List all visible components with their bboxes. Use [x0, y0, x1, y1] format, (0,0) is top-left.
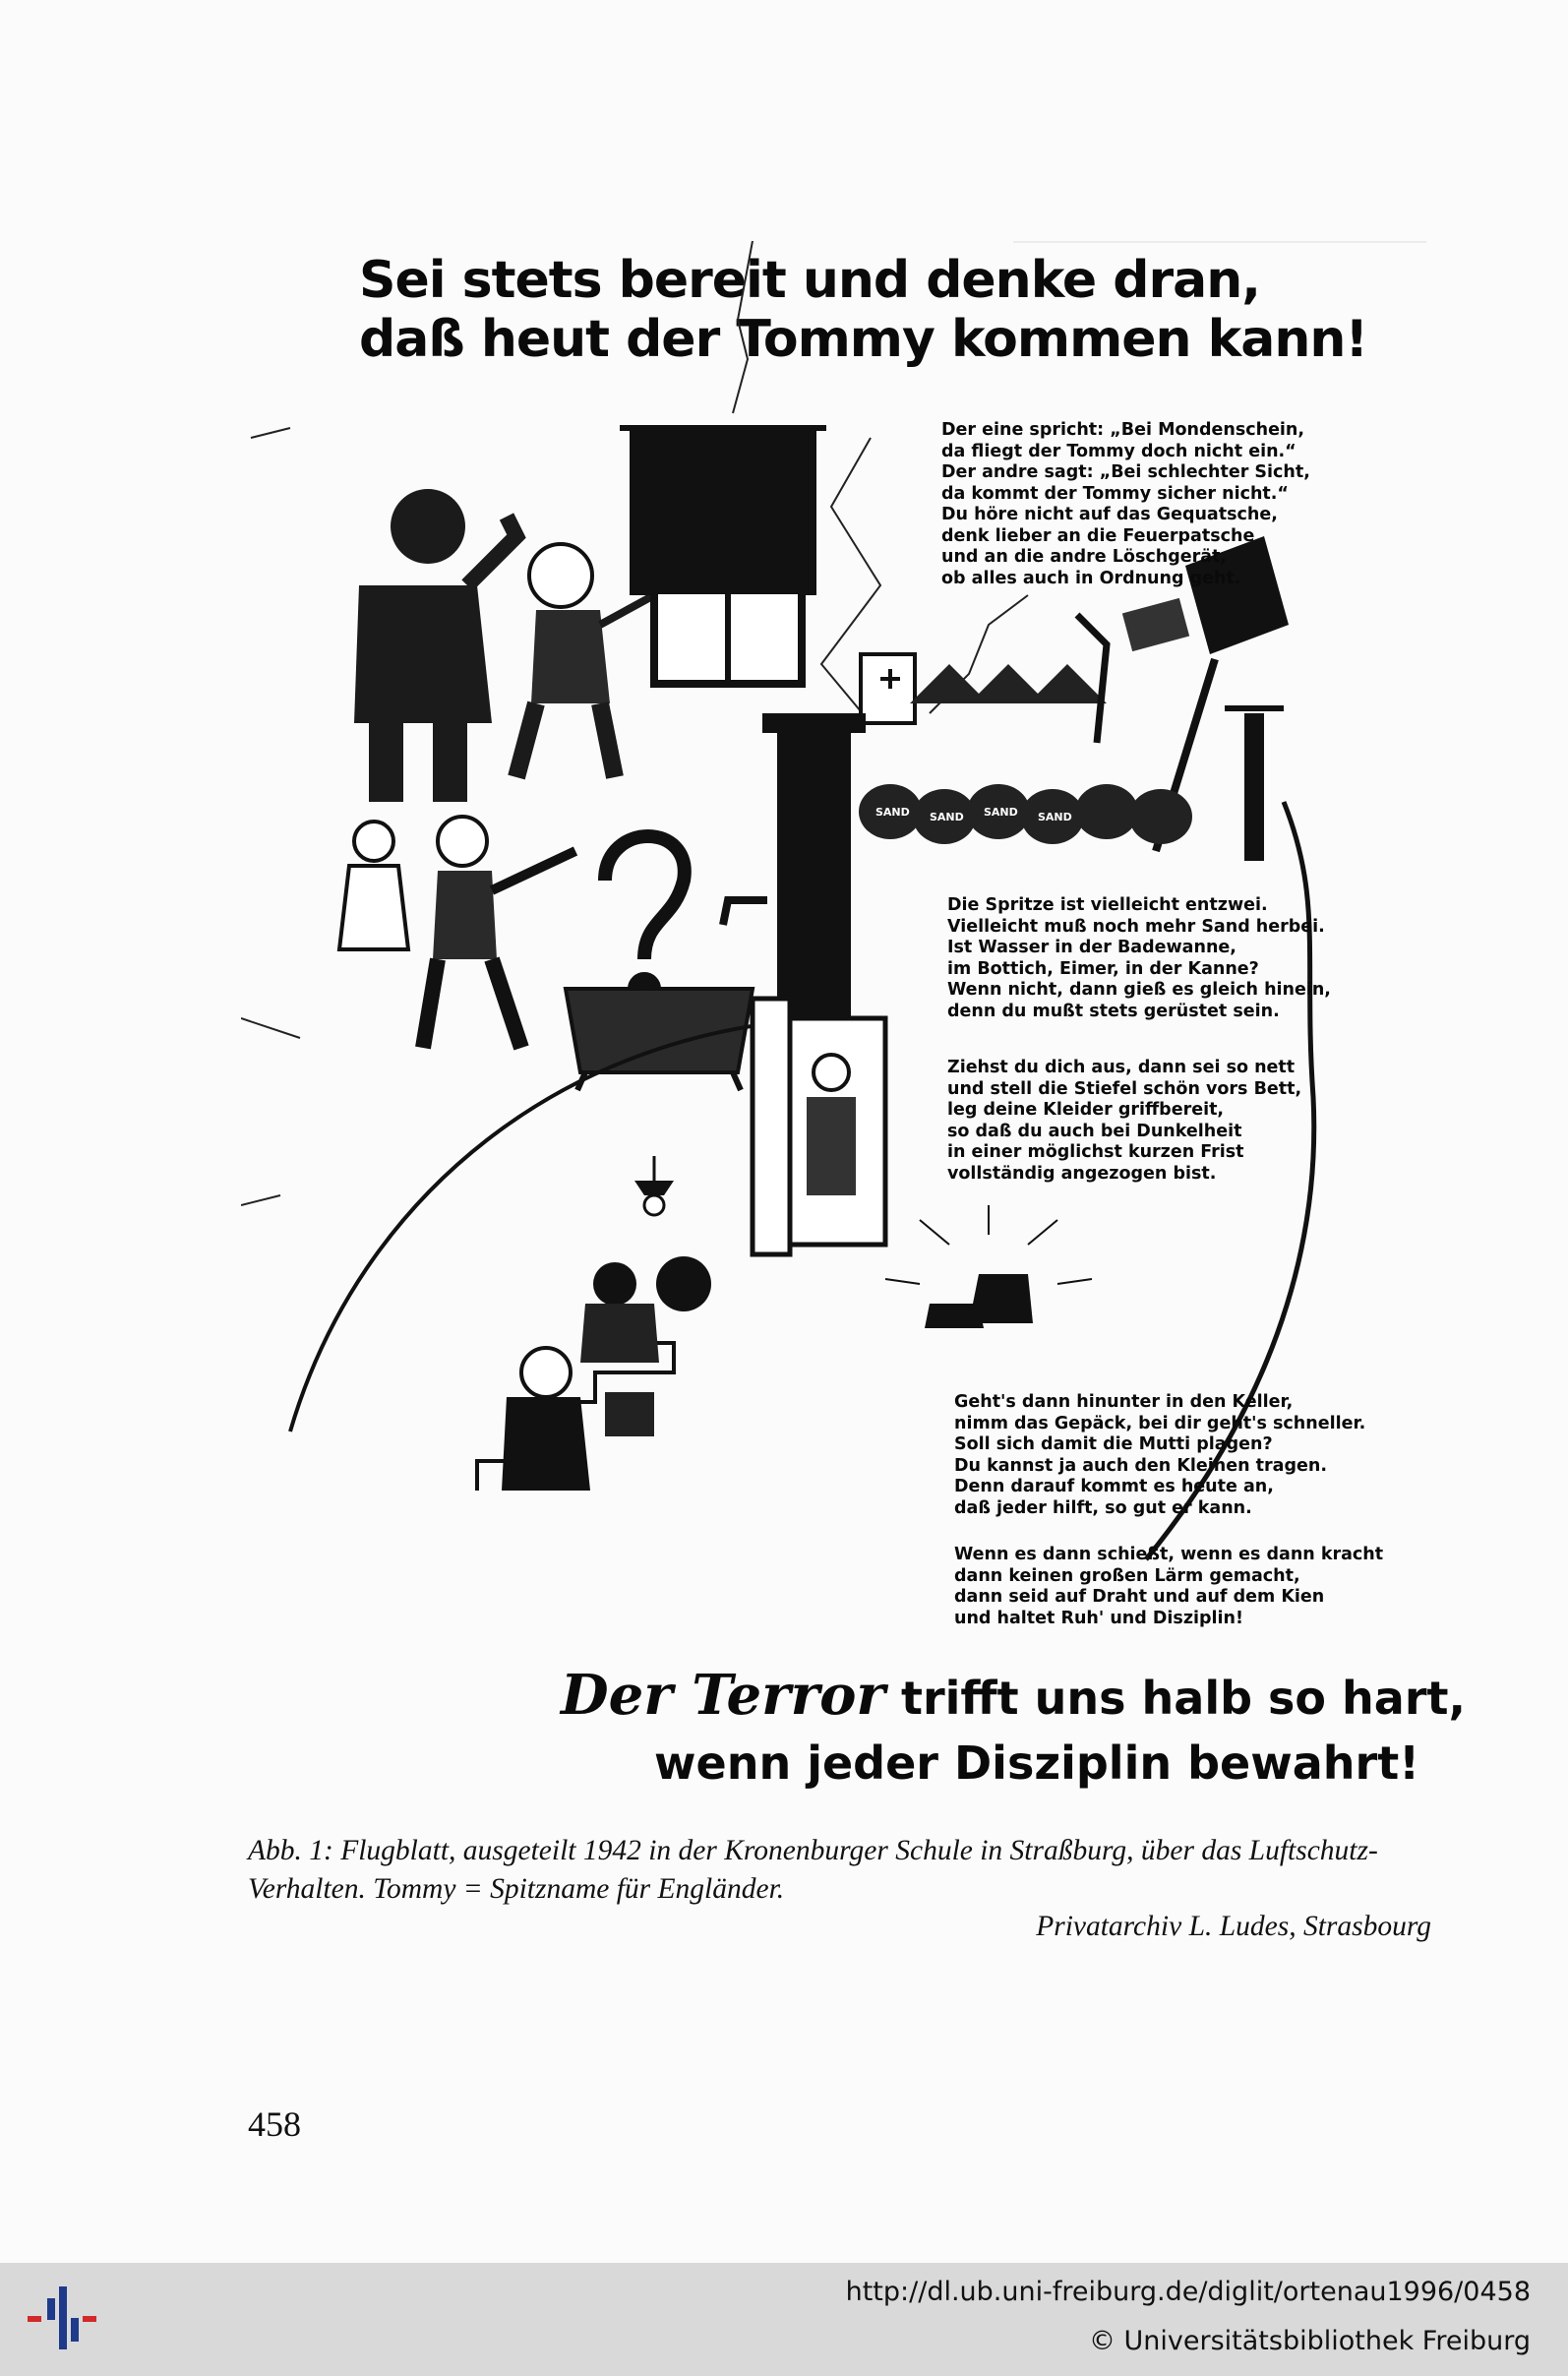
figure-credit: Privatarchiv L. Ludes, Strasbourg: [1036, 1911, 1431, 1942]
verse-line: Soll sich damit die Mutti plagen?: [954, 1434, 1273, 1454]
verse-line: Der andre sagt: „Bei schlechter Sicht,: [941, 462, 1310, 482]
page-number: 458: [248, 2104, 301, 2144]
verse-line: dann keinen großen Lärm gemacht,: [954, 1565, 1300, 1586]
verse-line: Die Spritze ist vielleicht entzwei.: [947, 895, 1268, 915]
leaflet-slogan-line-2: wenn jeder Disziplin bewahrt!: [654, 1736, 1420, 1790]
verse-line: Du kannst ja auch den Kleinen tragen.: [954, 1455, 1327, 1476]
figure-caption: Abb. 1: Flugblatt, ausgeteilt 1942 in der Kronenburger Schule in Straßburg, über das Luftschutz-Verhalten. Tommy = Spitzname für Engländer.: [248, 1835, 1378, 1905]
sand-bag-label: SAND: [930, 811, 964, 823]
leaflet-verse-block-4: [954, 1392, 1365, 1519]
verse-line: und stell die Stiefel schön vors Bett,: [947, 1078, 1302, 1099]
verse-line: in einer möglichst kurzen Frist: [947, 1142, 1244, 1162]
verse-line: daß jeder hilft, so gut er kann.: [954, 1497, 1252, 1518]
leaflet-verse-block-5: [954, 1545, 1383, 1629]
propaganda-leaflet: [241, 212, 1466, 1790]
verse-line: Wenn es dann schießt, wenn es dann kracht: [954, 1545, 1384, 1564]
verse-line: denk lieber an die Feuerpatsche: [941, 525, 1255, 546]
verse-line: leg deine Kleider griffbereit,: [947, 1100, 1225, 1120]
verse-line: da kommt der Tommy sicher nicht.“: [941, 483, 1289, 504]
window-with-blackout-blind: [620, 428, 826, 684]
verse-line: im Bottich, Eimer, in der Kanne?: [947, 958, 1259, 979]
verse-line: und haltet Ruh' und Disziplin!: [954, 1608, 1243, 1628]
leaflet-verse-block-2: [947, 895, 1331, 1022]
verse-line: dann seid auf Draht und auf dem Kien: [954, 1587, 1325, 1607]
sand-bag-label: SAND: [875, 806, 910, 819]
verse-line: so daß du auch bei Dunkelheit: [947, 1121, 1242, 1141]
verse-line: vollständig angezogen bist.: [947, 1163, 1217, 1184]
university-library-logo-icon: [18, 2279, 106, 2357]
leaflet-headline-line-2: daß heut der Tommy kommen kann!: [359, 310, 1368, 369]
verse-line: Du höre nicht auf das Gequatsche,: [941, 505, 1278, 524]
leaflet-slogan-line-1: [561, 1663, 1466, 1728]
man-thinking-figure: [354, 489, 516, 802]
verse-line: ob alles auch in Ordnung geht.: [941, 568, 1241, 588]
verse-line: Ist Wasser in der Badewanne,: [947, 938, 1236, 957]
verse-line: Denn darauf kommt es heute an,: [954, 1477, 1274, 1496]
verse-line: Der eine spricht: „Bei Mondenschein,: [941, 420, 1305, 440]
question-mark-figure: [605, 836, 685, 999]
leaflet-slogan-rest: trifft uns halb so hart,: [884, 1672, 1466, 1725]
leaflet-slogan-script: Der Terror: [561, 1663, 885, 1728]
verse-line: und an die andre Löschgerät,: [941, 547, 1228, 567]
verse-line: Wenn nicht, dann gieß es gleich hinein,: [947, 980, 1331, 1000]
permalink-url[interactable]: http://dl.ub.uni-freiburg.de/diglit/ortenau1996/0458: [845, 2277, 1531, 2307]
sand-bag-label: SAND: [984, 806, 1018, 819]
verse-line: denn du mußt stets gerüstet sein.: [947, 1001, 1280, 1021]
leaflet-headline-line-1: Sei stets bereit und denke dran,: [359, 251, 1260, 310]
verse-line: Geht's dann hinunter in den Keller,: [954, 1392, 1294, 1412]
verse-line: da fliegt der Tommy doch nicht ein.“: [941, 441, 1297, 461]
verse-line: nimm das Gepäck, bei dir geht's schneller.: [954, 1413, 1366, 1433]
sand-bag-label: SAND: [1038, 811, 1072, 823]
viewer-footer-bar: [0, 2263, 1568, 2376]
sand-bags: [859, 784, 1192, 844]
children-walking-figures: [339, 817, 575, 1048]
copyright-notice: © Universitätsbibliothek Freiburg: [1088, 2326, 1531, 2356]
leaflet-verse-block-3: [947, 1058, 1301, 1185]
verse-line: Ziehst du dich aus, dann sei so nett: [947, 1058, 1296, 1077]
leaflet-verse-block-1: [941, 420, 1310, 589]
verse-line: Vielleicht muß noch mehr Sand herbei.: [947, 916, 1325, 937]
boots-by-bed: [885, 1205, 1092, 1328]
